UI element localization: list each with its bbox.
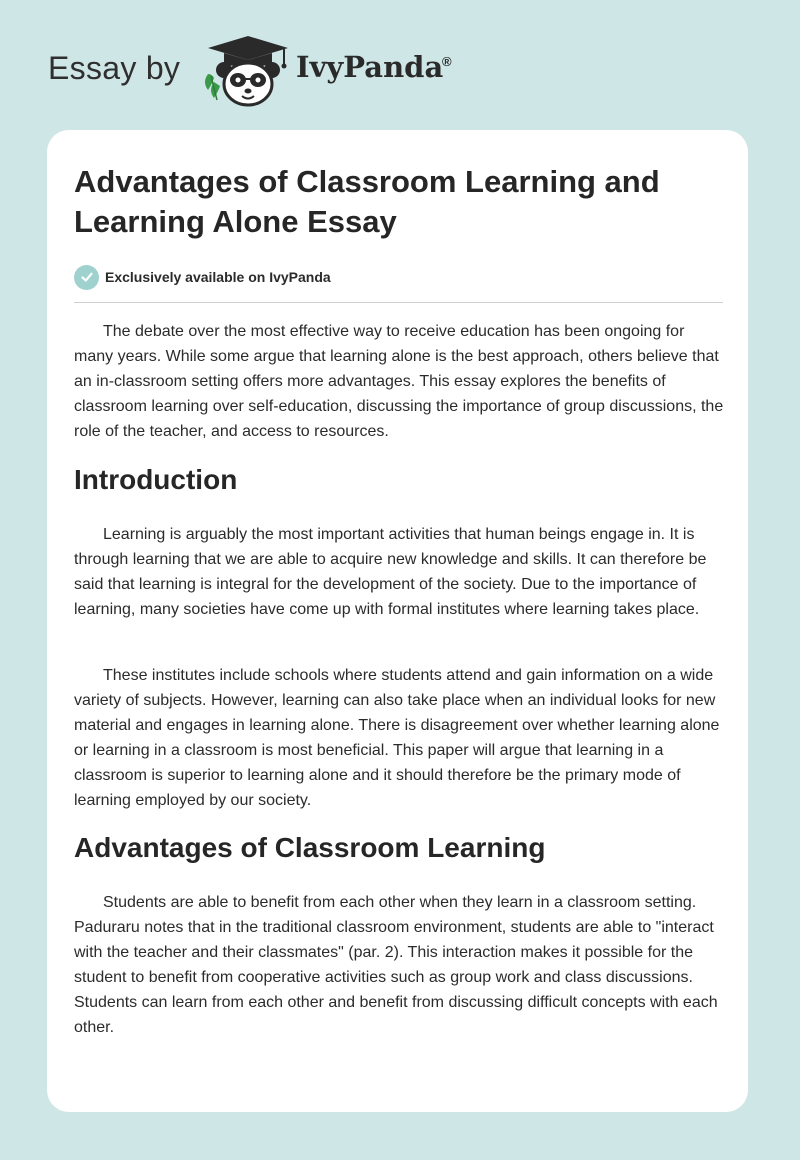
check-icon — [74, 265, 99, 290]
brand-prefix: Essay by — [48, 50, 181, 86]
paragraph: Learning is arguably the most important activities that human beings engage in. It is through learning that we are able to acquire new knowledge and skills. It can therefore be said that learning is integral for the development of the society. Due to the importance of learning, many societies have come up with formal institutes where learning takes place. — [74, 526, 707, 618]
site-header — [0, 0, 800, 120]
essay-card — [47, 130, 748, 1112]
essay-title: Advantages of Classroom Learning and Learning Alone Essay — [74, 164, 660, 239]
intro-paragraph: The debate over the most effective way to receive education has been ongoing for many years. While some argue that learning alone is the best approach, others believe that an in-classroom setting offers more advantages. This essay explores the benefits of classroom learning over self-education, discussing the importance of group discussions, the role of the teacher, and access to resources. — [74, 323, 724, 440]
paragraph: Students are able to benefit from each other when they learn in a classroom setting. Paduraru notes that in the traditional classroom environment, students are able to "interact with the teacher and their classmates" (par. 2). This interaction makes it possible for the student to benefit from cooperative activities such as group work and class discussions. Students can learn from each other and benefit from discussing difficult concepts with each other. — [74, 894, 718, 1036]
paragraph: These institutes include schools where students attend and gain information on a wide variety of subjects. However, learning can also take place when an individual looks for new material and engages in learning alone. There is disagreement over whether learning alone or learning in a classroom is most beneficial. This paper will argue that learning in a classroom is superior to learning alone and it should therefore be the primary mode of learning employed by our society. — [74, 667, 720, 809]
ivypanda-logo[interactable] — [200, 34, 300, 108]
panda-logo-icon — [200, 34, 300, 108]
brand-name[interactable]: IvyPanda — [296, 50, 444, 84]
section-heading-advantages: Advantages of Classroom Learning — [74, 832, 546, 863]
title-divider — [74, 302, 723, 303]
registered-mark: ® — [442, 54, 452, 69]
exclusive-label: Exclusively available on IvyPanda — [105, 269, 331, 285]
exclusive-badge — [74, 264, 331, 290]
section-heading-introduction: Introduction — [74, 464, 238, 495]
